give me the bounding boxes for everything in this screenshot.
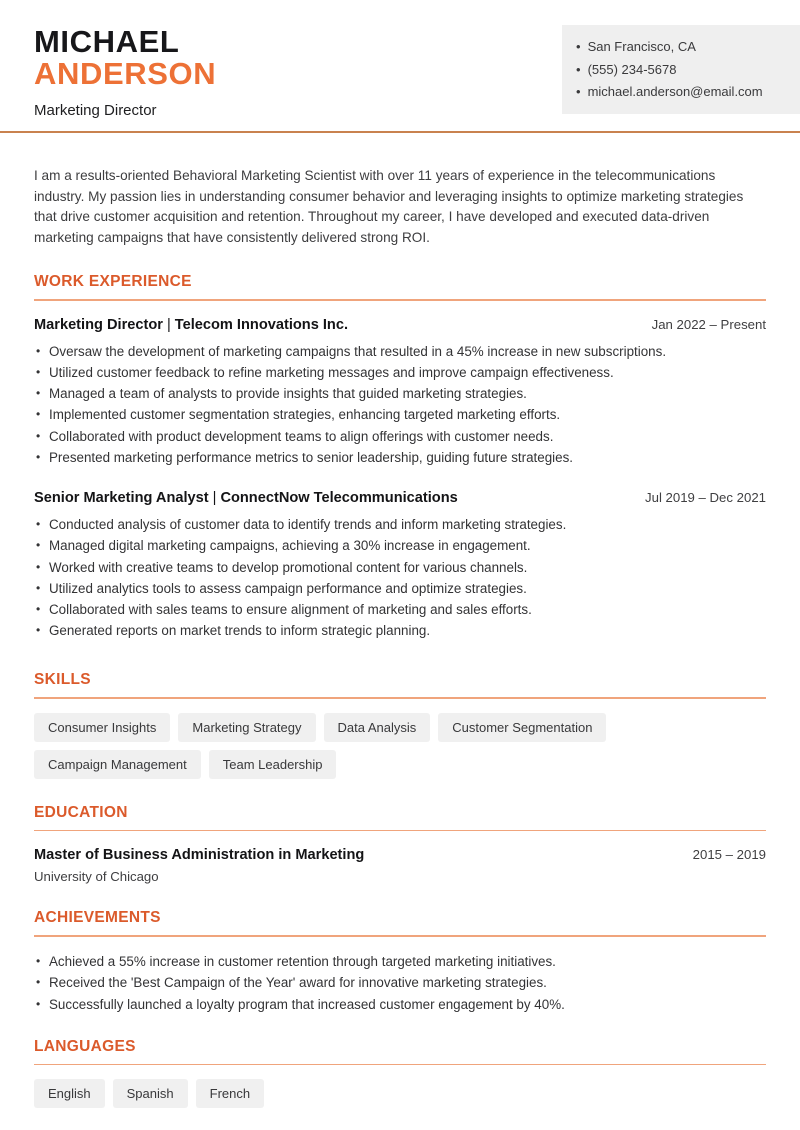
section-skills (34, 671, 766, 779)
contact-phone-text: (555) 234-5678 (587, 61, 677, 77)
section-divider (34, 935, 766, 937)
job-entry (34, 317, 766, 466)
contact-email-text: michael.anderson@email.com (587, 84, 763, 99)
section-education (34, 804, 766, 885)
name-last: ANDERSON (34, 56, 217, 91)
bullet-icon: • (576, 84, 581, 99)
skill-tag: Data Analysis (324, 713, 431, 742)
achievement-bullet: • Achieved a 55% increase in customer retention through targeted marketing initiatives. (34, 953, 766, 970)
section-work-experience (34, 273, 766, 639)
section-languages (34, 1038, 766, 1109)
bullet-icon: • (576, 39, 581, 54)
resume-body (0, 166, 800, 1108)
job-role: Senior Marketing Analyst (34, 489, 209, 506)
achievements-title: ACHIEVEMENTS (34, 909, 161, 927)
skills-tag-list (34, 713, 694, 779)
header-job-title: Marketing Director (34, 102, 157, 119)
contact-location-text: San Francisco, CA (587, 39, 696, 54)
skill-tag: Team Leadership (209, 750, 337, 779)
contact-location (576, 36, 786, 59)
languages-title: LANGUAGES (34, 1037, 136, 1055)
name-first: MICHAEL (34, 24, 180, 59)
work-experience-title: WORK EXPERIENCE (34, 273, 192, 290)
contact-card (562, 25, 800, 114)
job-bullet: • Utilized customer feedback to refine marketing messages and improve campaign effectiveness. (34, 364, 766, 381)
degree-title: Master of Business Administration in Marketing (34, 847, 365, 864)
section-achievements (34, 909, 766, 1012)
skills-title: SKILLS (34, 671, 91, 689)
job-role: Marketing Director (34, 316, 163, 333)
skill-tag: Marketing Strategy (178, 713, 315, 742)
job-bullet-list (34, 343, 766, 466)
job-bullet: • Managed digital marketing campaigns, achieving a 30% increase in engagement. (34, 537, 766, 554)
job-company: ConnectNow Telecommunications (220, 489, 458, 506)
language-tag: Spanish (113, 1079, 188, 1108)
job-bullet: • Managed a team of analysts to provide insights that guided marketing strategies. (34, 385, 766, 402)
job-dates: Jan 2022 – Present (651, 316, 766, 332)
job-header (34, 317, 766, 334)
job-bullet: • Collaborated with product development teams to align offerings with customer needs. (34, 428, 766, 445)
job-bullet: • Utilized analytics tools to assess campaign performance and optimize strategies. (34, 580, 766, 597)
bullet-icon: • (576, 61, 581, 77)
section-divider (34, 830, 766, 832)
job-bullet: • Collaborated with sales teams to ensure alignment of marketing and sales efforts. (34, 601, 766, 618)
summary-text: I am a results-oriented Behavioral Marketing Scientist with over 11 years of experience in the telecommunications industry. My passion lies in understanding consumer behavior and leveraging insights to optimize marketing strategies that drive customer acquisition and retention. Throughout my career, I have developed and executed data-driven marketing campaigns that have consistently delivered strong ROI. (34, 168, 744, 245)
school-name: University of Chicago (34, 869, 159, 885)
education-title: EDUCATION (34, 803, 128, 821)
education-entry (34, 847, 766, 884)
job-bullet: • Implemented customer segmentation strategies, enhancing targeted marketing efforts. (34, 406, 766, 423)
languages-tag-list (34, 1079, 694, 1108)
resume-header (0, 0, 800, 120)
section-divider (34, 299, 766, 301)
section-divider (34, 1064, 766, 1066)
contact-email (576, 81, 786, 104)
language-tag: English (34, 1079, 105, 1108)
contact-phone (576, 59, 786, 82)
job-bullet-list (34, 516, 766, 639)
achievement-bullet: • Received the 'Best Campaign of the Year' award for innovative marketing strategies. (34, 974, 766, 991)
section-divider (34, 697, 766, 699)
job-bullet: • Worked with creative teams to develop promotional content for various channels. (34, 559, 766, 576)
achievement-bullet: • Successfully launched a loyalty program that increased customer engagement by 40%. (34, 996, 766, 1013)
skill-tag: Consumer Insights (34, 713, 170, 742)
job-title (34, 490, 458, 507)
pipe-separator: | (166, 316, 171, 333)
job-header (34, 490, 766, 507)
job-dates: Jul 2019 – Dec 2021 (645, 489, 766, 505)
job-bullet: • Oversaw the development of marketing campaigns that resulted in a 45% increase in new subscriptions. (34, 343, 766, 360)
job-entry (34, 490, 766, 639)
achievements-bullet-list (34, 953, 766, 1013)
language-tag: French (196, 1079, 264, 1108)
job-company: Telecom Innovations Inc. (174, 316, 349, 333)
pipe-separator: | (212, 489, 217, 506)
skill-tag: Campaign Management (34, 750, 201, 779)
job-bullet: • Generated reports on market trends to inform strategic planning. (34, 622, 766, 639)
education-dates: 2015 – 2019 (692, 847, 766, 863)
skill-tag: Customer Segmentation (438, 713, 606, 742)
job-bullet: • Conducted analysis of customer data to identify trends and inform marketing strategies. (34, 516, 766, 533)
header-divider (0, 131, 800, 133)
job-bullet: • Presented marketing performance metrics to senior leadership, guiding future strategies. (34, 449, 766, 466)
job-title (34, 317, 348, 334)
education-header (34, 847, 766, 864)
